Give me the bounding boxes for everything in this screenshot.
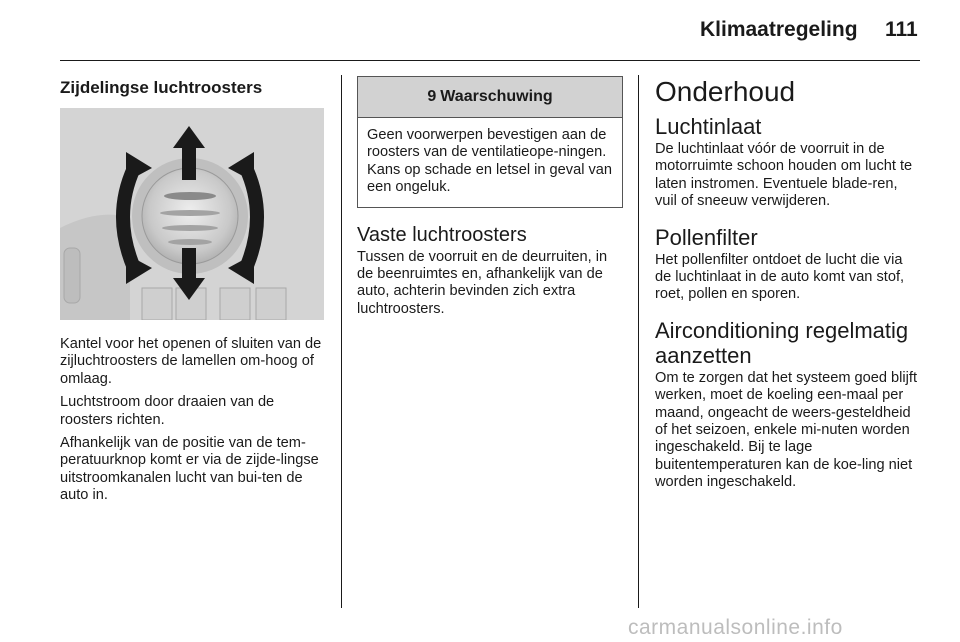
warning-text: Geen voorwerpen bevestigen aan de roosters van de ventilatieope-ningen. Kans op schade en letsel in geval van een ongeluk. <box>367 127 613 196</box>
maintenance-title: Onderhoud <box>655 76 796 107</box>
side-vents-paragraph-3: Afhankelijk van de positie van de tem-peratuurknop komt er via de zijde-lingse uitstroomkanalen lucht van bui-ten de auto in. <box>60 435 319 504</box>
header-rule <box>60 60 920 61</box>
fixed-vents-heading: Vaste luchtroosters <box>357 223 527 246</box>
aircon-heading: Airconditioning regelmatig aanzetten <box>655 317 909 368</box>
page-number: 111 <box>885 18 918 41</box>
column-divider-1 <box>341 75 342 608</box>
warning-box <box>357 76 623 208</box>
aircon-text: Om te zorgen dat het systeem goed blijft werken, moet de koeling een-maal per maand, ongeacht de weers-gesteldheid of het seizoen, enkele mi-nuten worden ingeschakeld. Bij te lage buitentemperaturen kan de koe-ling niet worden ingeschakeld. <box>655 369 918 491</box>
running-header-title: Klimaatregeling <box>700 18 858 41</box>
warning-triangle-icon: 9 <box>427 88 437 105</box>
pollen-filter-text: Het pollenfilter ontdoet de lucht die via de luchtinlaat in de auto komt van stof, roet, pollen en sporen. <box>655 251 905 303</box>
side-vents-paragraph-2: Luchtstroom door draaien van de roosters richten. <box>60 394 275 428</box>
column-side-vents <box>60 78 326 505</box>
side-vents-heading: Zijdelingse luchtroosters <box>60 78 263 97</box>
rotate-and-tilt-arrows-icon <box>60 108 324 320</box>
fixed-vents-text: Tussen de voorruit en de deurruiten, in de beenruimtes en, afhankelijk van de auto, achterin bevinden zich extra luchtroosters. <box>357 248 608 317</box>
side-vents-paragraph-1: Kantel voor het openen of sluiten van de zijluchtroosters de lamellen om-hoog of omlaag. <box>60 336 322 387</box>
watermark: carmanualsonline.info <box>628 616 843 639</box>
side-vent-figure <box>60 108 324 320</box>
pollen-filter-heading: Pollenfilter <box>655 224 758 250</box>
column-maintenance <box>655 76 920 492</box>
warning-title: Waarschuwing <box>440 88 553 105</box>
column-fixed-vents <box>357 76 622 318</box>
column-divider-2 <box>638 75 639 608</box>
warning-header <box>358 77 622 118</box>
air-intake-text: De luchtinlaat vóór de voorruit in de motorruimte schoon houden om lucht te laten instromen. Eventuele blade-ren, vuil of sneeuw verwijderen. <box>655 141 913 210</box>
air-intake-heading: Luchtinlaat <box>655 114 762 139</box>
